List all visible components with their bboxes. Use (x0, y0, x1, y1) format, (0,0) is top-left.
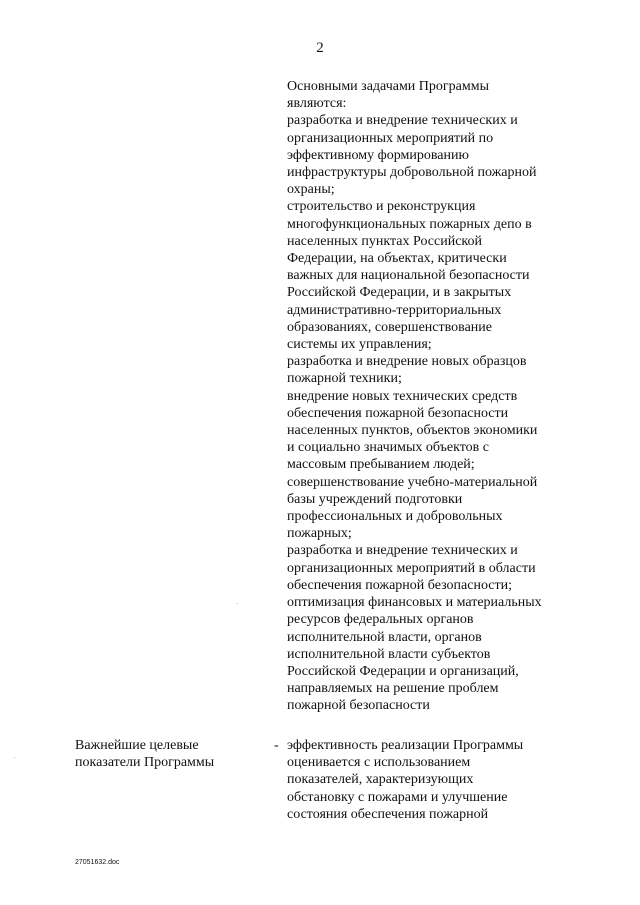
tasks-line: Основными задачами Программы (287, 79, 489, 94)
tasks-line: разработка и внедрение технических и (287, 113, 518, 129)
tasks-line: массовым пребыванием людей; (287, 457, 475, 473)
indicators-label-line: показатели Программы (75, 755, 215, 771)
tasks-line: совершенствование учебно-материальной (287, 474, 538, 490)
tasks-line: организационных мероприятий в области (287, 560, 536, 576)
scan-speck (237, 603, 238, 604)
footer-filename: 27051632.doc (75, 859, 120, 866)
tasks-line: базы учреждений подготовки (287, 491, 463, 507)
tasks-line: исполнительной власти субъектов (287, 646, 491, 662)
indicators-text-line: обстановку с пожарами и улучшение (287, 789, 508, 805)
indicators-dash: - (274, 738, 279, 753)
indicators-label-line: Важнейшие целевые (75, 738, 199, 753)
tasks-line: строительство и реконструкция (287, 199, 476, 215)
tasks-line: населенных пунктов, объектов экономики (287, 423, 538, 439)
tasks-line: административно-территориальных (287, 302, 502, 318)
page-number: 2 (316, 40, 324, 56)
scan-speck (14, 757, 15, 758)
tasks-line: ресурсов федеральных органов (287, 612, 474, 628)
program-tasks-text (287, 78, 577, 715)
tasks-line: и социально значимых объектов с (287, 440, 489, 456)
tasks-line: пожарной техники; (287, 371, 402, 387)
indicators-text-line: показателей, характеризующих (287, 772, 474, 788)
tasks-line: Федерации, на объектах, критически (287, 251, 507, 267)
tasks-line: обеспечения пожарной безопасности (287, 405, 509, 421)
tasks-line: разработка и внедрение новых образцов (287, 354, 527, 370)
tasks-line: Российской Федерации и организаций, (287, 663, 519, 679)
tasks-line: образованиях, совершенствование (287, 319, 492, 335)
tasks-line: направляемых на решение проблем (287, 681, 499, 697)
tasks-line: являются: (287, 96, 347, 112)
indicators-text (287, 737, 577, 823)
tasks-line: важных для национальной безопасности (287, 268, 530, 284)
tasks-line: организационных мероприятий по (287, 130, 494, 146)
tasks-line: эффективному формированию (287, 147, 469, 163)
indicators-text-line: состояния обеспечения пожарной (287, 806, 489, 822)
tasks-line: внедрение новых технических средств (287, 388, 518, 404)
tasks-line: многофункциональных пожарных депо в (287, 216, 532, 232)
tasks-line: исполнительной власти, органов (287, 629, 482, 645)
tasks-line: инфраструктуры добровольной пожарной (287, 165, 537, 181)
indicators-text-line: оценивается с использованием (287, 755, 471, 771)
tasks-line: пожарных; (287, 526, 352, 542)
tasks-line: Российской Федерации, и в закрытых (287, 285, 512, 301)
tasks-line: оптимизация финансовых и материальных (287, 595, 542, 611)
tasks-line: населенных пунктах Российской (287, 233, 482, 249)
tasks-line: охраны; (287, 182, 335, 198)
tasks-line: системы их управления; (287, 337, 432, 353)
tasks-line: обеспечения пожарной безопасности; (287, 577, 513, 593)
indicators-label (75, 737, 265, 771)
tasks-line: разработка и внедрение технических и (287, 543, 518, 559)
tasks-line: профессиональных и добровольных (287, 509, 503, 525)
tasks-line: пожарной безопасности (287, 698, 430, 714)
indicators-text-line: эффективность реализации Программы (287, 738, 524, 753)
